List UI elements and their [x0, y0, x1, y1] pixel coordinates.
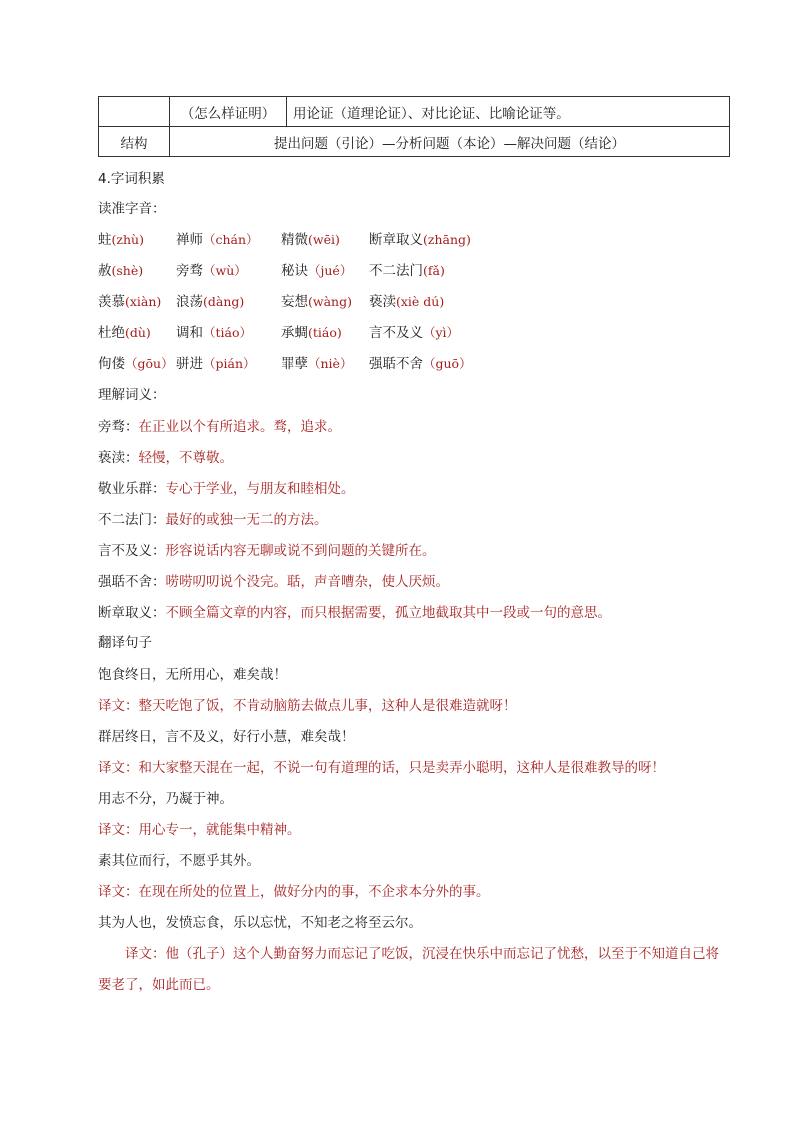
vocab-item	[98, 573, 449, 591]
vocab-item	[98, 449, 233, 467]
pronunciation-item	[369, 293, 444, 311]
translation-content: 用心专一，就能集中精神。	[138, 822, 301, 838]
vocab-definition: 轻慢，不尊敬。	[138, 450, 233, 466]
source-sentence: 群居终日，言不及义，好行小慧，难矣哉！	[98, 729, 355, 745]
pronunciation-item	[281, 324, 342, 342]
pinyin: (dàng)	[203, 294, 245, 309]
pronunciation-item	[369, 231, 471, 249]
pinyin: （niè）	[308, 356, 353, 371]
word: 禅师	[176, 232, 203, 248]
vocab-item	[98, 604, 611, 622]
word: 浪荡	[176, 294, 203, 310]
vocab-item	[98, 542, 436, 560]
pronunciation-item	[176, 262, 247, 280]
word: 调和	[176, 325, 203, 341]
pinyin: (xiàn)	[125, 294, 162, 309]
word: 旁骛	[176, 263, 203, 279]
pronunciation-item	[176, 324, 252, 342]
source-sentence: 饱食终日，无所用心，难矣哉！	[98, 667, 287, 683]
vocab-term: 敬业乐群：	[98, 481, 166, 497]
vocab-definition: 最好的或独一无二的方法。	[165, 512, 328, 528]
vocab-heading: 理解词义：	[98, 387, 166, 403]
table-cell: 用论证（道理论证）、对比论证、比喻论证等。	[287, 97, 730, 127]
pronunciation-item	[369, 355, 472, 373]
vocab-item	[98, 480, 355, 498]
vocab-term: 强聒不舍：	[98, 574, 166, 590]
pronunciation-item	[281, 231, 340, 249]
vocab-term: 亵渎：	[98, 450, 139, 466]
table-cell: （怎么样证明）	[170, 97, 287, 127]
word: 罪孽	[281, 356, 308, 372]
word: 断章取义	[369, 232, 423, 248]
translation-content: 和大家整天混在一起，不说一句有道理的话，只是卖弄小聪明，这种人是很难教导的呀！	[138, 760, 665, 776]
source-sentence: 其为人也，发愤忘食，乐以忘忧，不知老之将至云尔。	[98, 915, 422, 931]
word: 杜绝	[98, 325, 125, 341]
translation-text	[98, 759, 665, 777]
table-cell	[99, 97, 170, 127]
pronunciation-item	[176, 355, 256, 373]
vocab-item	[98, 418, 341, 436]
word: 妄想	[281, 294, 308, 310]
translation-body: 他（孔子）这个人勤奋努力而忘记了吃饭，沉浸在快乐中而忘记了忧愁，以至于不知道自己将要老了，如此而已。	[98, 946, 719, 993]
translate-heading: 翻译句子	[98, 635, 152, 651]
pinyin: （yì）	[423, 325, 460, 340]
translation-content: 在现在所处的位置上，做好分内的事，不企求本分外的事。	[138, 884, 490, 900]
pinyin: （chán）	[203, 232, 259, 247]
translation-text	[98, 939, 730, 1001]
pronunciation-item	[281, 293, 352, 311]
table-row	[99, 127, 730, 157]
pinyin: (zhāng)	[423, 232, 471, 247]
vocab-term: 不二法门：	[98, 512, 166, 528]
word: 赦	[98, 263, 112, 279]
vocab-definition: 形容说话内容无聊或说不到问题的关键所在。	[165, 543, 436, 559]
word: 蛀	[98, 232, 112, 248]
table-row	[99, 97, 730, 127]
vocab-definition: 不顾全篇文章的内容，而只根据需要，孤立地截取其中一段或一句的意思。	[165, 605, 611, 621]
word: 佝偻	[98, 356, 125, 372]
vocab-item	[98, 511, 328, 529]
vocab-definition: 唠唠叨叨说个没完。聒，声音嘈杂，使人厌烦。	[165, 574, 449, 590]
pinyin: （gōu）	[125, 356, 174, 371]
pinyin: （tiáo）	[203, 325, 252, 340]
pinyin: (fǎ)	[423, 263, 445, 278]
pinyin: (wēi)	[308, 232, 340, 247]
vocab-term: 旁骛：	[98, 419, 139, 435]
pinyin: (dù)	[125, 325, 151, 340]
pinyin: (xiè dú)	[396, 294, 445, 309]
pronunciation-item	[369, 262, 445, 280]
word: 亵渎	[369, 294, 396, 310]
pronunciation-item	[176, 293, 244, 311]
translation-label: 译文：	[98, 884, 139, 900]
word: 不二法门	[369, 263, 423, 279]
word: 羡慕	[98, 294, 125, 310]
translation-content: 整天吃饱了饭，不肯动脑筋去做点儿事，这种人是很难造就呀！	[138, 698, 517, 714]
pinyin: （jué）	[308, 263, 353, 278]
word: 强聒不舍	[369, 356, 423, 372]
word: 骈进	[176, 356, 203, 372]
pinyin: (zhù)	[111, 232, 144, 247]
pronunciation-item	[98, 293, 161, 311]
structure-table	[98, 96, 730, 157]
translation-text	[98, 821, 301, 839]
word: 言不及义	[369, 325, 423, 341]
pronunciation-heading: 读准字音：	[98, 201, 166, 217]
word: 秘诀	[281, 263, 308, 279]
pronunciation-item	[98, 262, 143, 280]
pronunciation-item	[281, 262, 352, 280]
translation-label: 译文：	[98, 760, 139, 776]
section-title: 4.字词积累	[98, 171, 165, 187]
pinyin: (wàng)	[308, 294, 352, 309]
vocab-term: 断章取义：	[98, 605, 166, 621]
table-cell: 结构	[99, 127, 170, 157]
pinyin: （guō）	[423, 356, 472, 371]
pronunciation-item	[98, 324, 151, 342]
pronunciation-item	[369, 324, 459, 342]
pronunciation-item	[98, 355, 174, 373]
translation-label: 译文：	[98, 698, 139, 714]
pronunciation-item	[281, 355, 352, 373]
translation-content	[98, 946, 719, 993]
source-sentence: 用志不分，乃凝于神。	[98, 791, 233, 807]
vocab-term: 言不及义：	[98, 543, 166, 559]
pronunciation-item	[98, 231, 144, 249]
vocab-definition: 在正业以个有所追求。骛，追求。	[138, 419, 341, 435]
pinyin: （pián）	[203, 356, 256, 371]
pinyin: （wù）	[203, 263, 247, 278]
vocab-definition: 专心于学业，与朋友和睦相处。	[165, 481, 355, 497]
word: 精微	[281, 232, 308, 248]
source-sentence: 素其位而行，不愿乎其外。	[98, 853, 260, 869]
translation-label: 译文：	[125, 946, 166, 962]
translation-label: 译文：	[98, 822, 139, 838]
pinyin: (shè)	[111, 263, 144, 278]
translation-text	[98, 697, 517, 715]
pronunciation-item	[176, 231, 259, 249]
table-cell: 提出问题（引论）—分析问题（本论）—解决问题（结论）	[170, 127, 730, 157]
word: 承蜩	[281, 325, 308, 341]
translation-text	[98, 883, 490, 901]
pinyin: (tiáo)	[308, 325, 342, 340]
